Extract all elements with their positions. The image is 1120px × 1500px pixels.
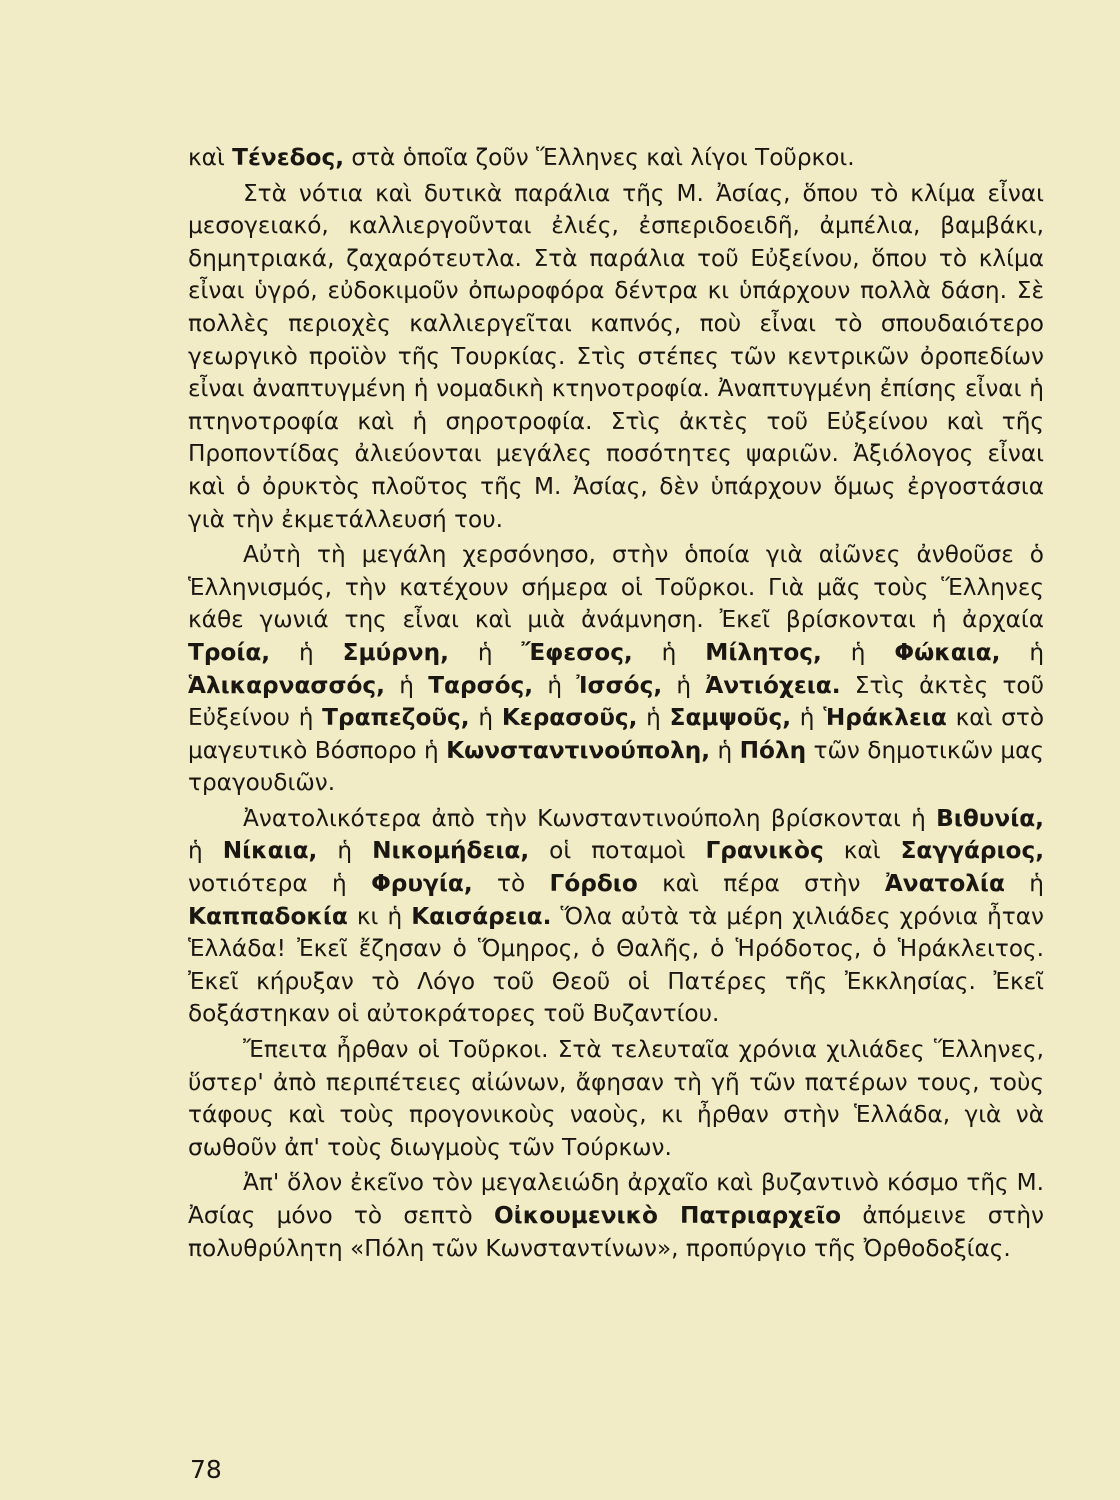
bold-place-name: Τραπεζοῦς, — [322, 704, 470, 732]
bold-place-name: Μίλητος, — [705, 638, 822, 666]
bold-place-name: Καισάρεια. — [411, 902, 552, 930]
body-text — [188, 142, 1044, 1265]
text-run: ἡ — [188, 837, 223, 865]
bold-place-name: Ἡράκλεια — [823, 704, 947, 732]
text-run: ἡ — [448, 638, 522, 666]
bold-place-name: Νίκαια, — [222, 837, 318, 865]
text-run: καὶ — [188, 144, 233, 171]
bold-place-name: Ταρσός, — [428, 671, 534, 699]
text-run: οἱ ποταμοὶ — [529, 837, 706, 865]
text-run: καὶ — [823, 837, 901, 865]
page-number: 78 — [190, 1455, 222, 1484]
bold-place-name: Τροία, — [188, 638, 271, 666]
text-run: ἡ — [384, 671, 429, 699]
bold-place-name: Φρυγία, — [371, 870, 473, 898]
paragraph — [188, 803, 1044, 1031]
text-run: Αὐτὴ τὴ μεγάλη χερσόνησο, στὴν ὁποία γιὰ αἰῶνες ἀνθοῦσε ὁ Ἑλληνισμός, τὴν κατέχουν σήμερα οἱ Τοῦρκοι. Γιὰ μᾶς τοὺς Ἕλληνες κάθε γωνιά της εἶναι καὶ μιὰ ἀνάμνηση. Ἐκεῖ βρίσκονται ἡ ἀρχαία — [188, 541, 1044, 634]
bold-place-name: Σμύρνη, — [342, 638, 449, 666]
text-run: ἡ — [1000, 638, 1045, 666]
text-run: κι ἡ — [347, 902, 412, 930]
text-run: ἡ — [821, 638, 895, 666]
bold-place-name: Σαγγάριος, — [900, 837, 1044, 865]
bold-place-name: Πόλη — [739, 736, 807, 764]
bold-place-name: Ἀντιόχεια. — [705, 671, 841, 699]
text-run: ἡ — [317, 837, 373, 865]
text-run: ἡ — [791, 704, 824, 732]
text-run: νοτιότερα ἡ — [188, 870, 372, 898]
text-run: τὸ — [472, 870, 550, 898]
text-run: Ἀνατολικότερα ἀπὸ τὴν Κωνσταντινούπολη βρίσκονται ἡ — [243, 804, 937, 832]
text-run: Στὶς ἀκτὲς τοῦ Εὐξείνου ἡ — [188, 671, 1045, 732]
paragraph — [188, 539, 1044, 800]
bold-place-name: Σαμψοῦς, — [669, 704, 792, 732]
bold-place-name: Ἁλικαρνασσός, — [188, 671, 385, 699]
text-run: ἡ — [662, 671, 706, 699]
text-run: ἡ — [1004, 870, 1044, 898]
text-run: Ὅλα αὐτὰ τὰ μέρη χιλιάδες χρόνια ἦταν Ἑλλάδα! Ἐκεῖ ἔζησαν ὁ Ὅμηρος, ὁ Θαλῆς, ὁ Ἡρόδοτος, ὁ Ἡράκλειτος. Ἐκεῖ κήρυξαν τὸ Λόγο τοῦ Θεοῦ οἱ Πατέρες τῆς Ἐκκλησίας. Ἐκεῖ δοξάστηκαν οἱ αὐτοκράτορες τοῦ Βυζαντίου. — [188, 902, 1044, 1028]
text-run: Ἔπειτα ἦρθαν οἱ Τοῦρκοι. Στὰ τελευταῖα χρόνια χιλιάδες Ἕλληνες, ὕστερ' ἀπὸ περιπέτειες αἰώνων, ἄφησαν τὴ γῆ τῶν πατέρων τους, τοὺς τάφους καὶ τοὺς προγονικοὺς ναοὺς, κι ἦρθαν στὴν Ἑλλάδα, γιὰ νὰ σωθοῦν ἀπ' τοὺς διωγμοὺς τῶν Τούρκων. — [188, 1036, 1044, 1161]
bold-place-name: Ἰσσός, — [576, 671, 663, 699]
text-run: στὰ ὁποῖα ζοῦν Ἕλληνες καὶ λίγοι Τοῦρκοι. — [344, 144, 855, 171]
text-run: ἡ — [637, 704, 670, 732]
bold-place-name: Τένεδος, — [232, 144, 345, 171]
text-run: καὶ πέρα στὴν — [637, 870, 885, 898]
paragraph — [188, 1167, 1044, 1265]
paragraph — [188, 178, 1044, 537]
paragraph — [188, 142, 1044, 175]
text-run: τῶν δημοτικῶν μας τραγουδιῶν. — [188, 736, 1044, 797]
text-run: ἡ — [469, 704, 502, 732]
text-run: ἡ — [710, 736, 740, 764]
text-run: Ἀπ' ὅλον ἐκεῖνο τὸν μεγαλειώδη ἀρχαῖο καὶ βυζαντινὸ κόσμο τῆς Μ. Ἀσίας μόνο τὸ σεπτὸ — [188, 1169, 1044, 1229]
bold-place-name: Ἀνατολία — [884, 870, 1005, 898]
text-run: ἡ — [632, 638, 706, 666]
bold-place-name: Ἔφεσος, — [521, 638, 633, 666]
bold-place-name: Οἰκουμενικὸ Πατριαρχεῖο — [493, 1202, 842, 1229]
text-run: Στὰ νότια καὶ δυτικὰ παράλια τῆς Μ. Ἀσίας, ὅπου τὸ κλίμα εἶναι μεσογειακό, καλλιεργοῦνται ἐλιές, ἐσπεριδοειδῆ, ἀμπέλια, βαμβάκι, δημητριακά, ζαχαρότευτλα. Στὰ παράλια τοῦ Εὐξείνου, ὅπου τὸ κλίμα εἶναι ὑγρό, εὐδοκιμοῦν ὀπωροφόρα δέντρα κι ὑπάρχουν πολλὰ δάση. Σὲ πολλὲς περιοχὲς καλλιεργεῖται καπνός, ποὺ εἶναι τὸ σπουδαιότερο γεωργικὸ προϊὸν τῆς Τουρκίας. Στὶς στέπες τῶν κεντρικῶν ὀροπεδίων εἶναι ἀναπτυγμένη ἡ νομαδικὴ κτηνοτροφία. Ἀναπτυγμένη ἐπίσης εἶναι ἡ πτηνοτροφία καὶ ἡ σηροτροφία. Στὶς ἀκτὲς τοῦ Εὐξείνου καὶ τῆς Προποντίδας ἀλιεύονται μεγάλες ποσότητες ψαριῶν. Ἀξιόλογος εἶναι καὶ ὁ ὀρυκτὸς πλοῦτος τῆς Μ. Ἀσίας, δὲν ὑπάρχουν ὅμως ἐργοστάσια γιὰ τὴν ἐκμετάλλευσή του. — [188, 179, 1044, 533]
bold-place-name: Κωνσταντινούπολη, — [446, 736, 711, 764]
bold-place-name: Καππαδοκία — [188, 902, 348, 930]
bold-place-name: Γρανικὸς — [705, 837, 824, 865]
text-run: ἀπόμεινε στὴν πολυθρύλητη «Πόλη τῶν Κωνσταντίνων», προπύργιο τῆς Ὀρθοδοξίας. — [188, 1202, 1044, 1262]
text-run: καὶ στὸ μαγευτικὸ Βόσπορο ἡ — [188, 704, 1045, 764]
bold-place-name: Γόρδιο — [549, 870, 638, 898]
bold-place-name: Φώκαια, — [894, 638, 1001, 666]
bold-place-name: Κερασοῦς, — [501, 704, 638, 732]
text-run: ἡ — [533, 671, 577, 699]
bold-place-name: Νικομήδεια, — [372, 837, 530, 865]
text-run: ἡ — [270, 638, 343, 666]
paragraph — [188, 1034, 1044, 1164]
bold-place-name: Βιθυνία, — [936, 804, 1044, 832]
